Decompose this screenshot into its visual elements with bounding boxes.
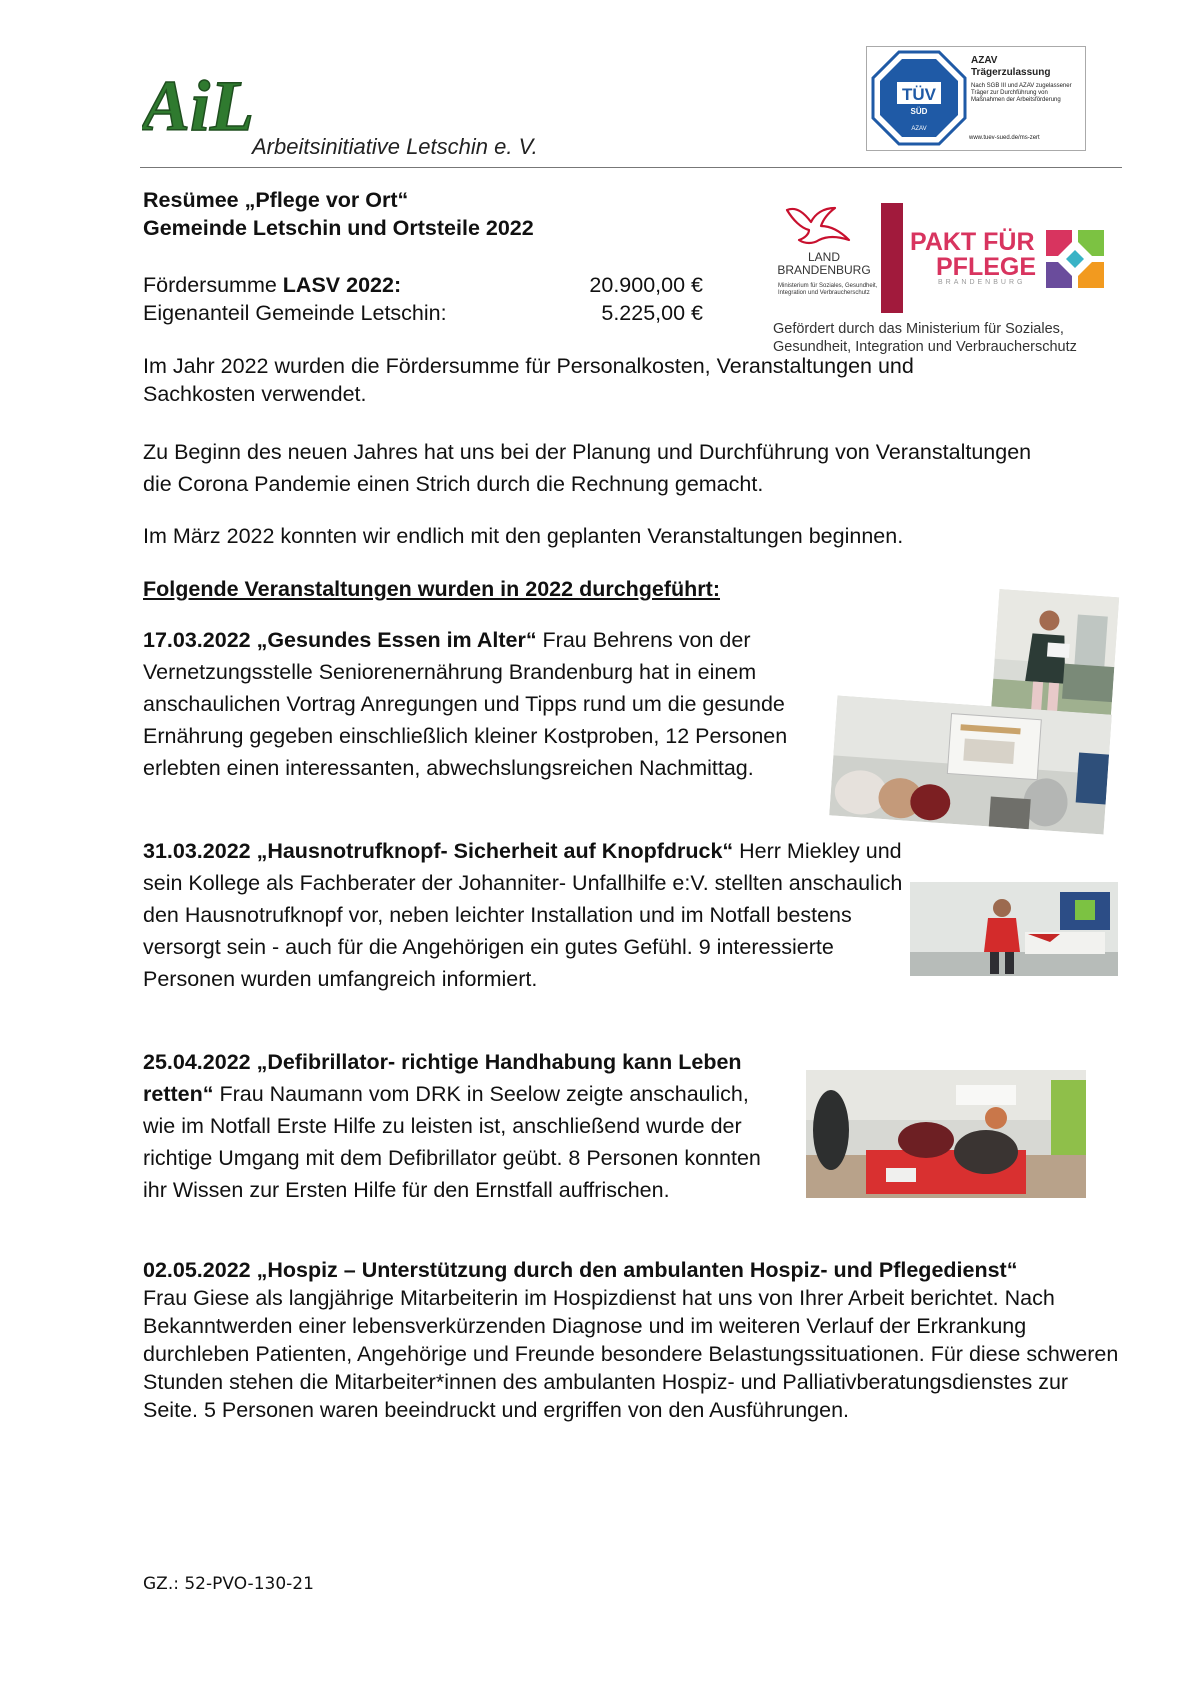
- event-title: 25.04.2022 „Defibrillator- richtige Handhabung kann Leben retten“: [143, 1050, 742, 1106]
- land-line2: BRANDENBURG: [777, 263, 871, 277]
- event-title: 02.05.2022 „Hospiz – Unterstützung durch den ambulanten Hospiz- und Pflegedienst“: [143, 1258, 1018, 1282]
- tuv-badge-label: AZAV: [911, 126, 927, 132]
- funding-label-bold: LASV 2022:: [282, 273, 402, 297]
- funding-value-lasv: 20.900,00 €: [589, 273, 703, 297]
- pakt-red-bar: [881, 203, 903, 313]
- funding-label-plain: Fördersumme: [143, 273, 283, 297]
- paragraph-corona: Zu Beginn des neuen Jahres hat uns bei der Planung und Durchführung von Veranstaltungen die Corona Pandemie einen Strich durch die Rechnung gemacht.: [143, 440, 1032, 496]
- funded-by-note: Gefördert durch das Ministerium für Soziales, Gesundheit, Integration und Verbraucherschutz: [773, 321, 1077, 355]
- tuv-badge-bottom: SÜD: [910, 107, 928, 116]
- ail-logo: [142, 68, 262, 153]
- funding-value-eigenanteil: 5.225,00 €: [601, 301, 703, 325]
- event-hospiz: [143, 1256, 1123, 1424]
- logo-letters: AiL: [142, 68, 255, 146]
- tuv-title-2: Trägerzulassung: [971, 67, 1051, 78]
- tuv-url: www.tuev-sued.de/ms-zert: [969, 135, 1040, 141]
- land-brandenburg: [776, 251, 872, 277]
- brandenburg-eagle-icon: [783, 204, 853, 254]
- event-title: 17.03.2022 „Gesundes Essen im Alter“: [143, 628, 537, 652]
- tuv-title-1: AZAV: [971, 55, 998, 66]
- header-divider: [140, 167, 1122, 168]
- ministry-name: Ministerium für Soziales, Gesundheit, Integration und Verbraucherschutz: [778, 283, 878, 296]
- pakt-cross-icon: [1046, 230, 1104, 288]
- land-line1: LAND: [807, 250, 840, 264]
- photo-presentation: [829, 696, 1112, 835]
- event-text: Frau Naumann vom DRK in Seelow zeigte anschaulich, wie im Notfall Erste Hilfe zu leisten ist, anschließend wurde der richtige Umgang mit dem Defibrillator geübt. 8 Personen konnten ihr Wissen zur Ersten Hilfe für den Ernstfall auffrischen.: [143, 1082, 761, 1202]
- tuv-badge-top: TÜV: [902, 85, 936, 104]
- funding-table: [143, 271, 703, 327]
- event-defibrillator: [143, 1046, 763, 1206]
- event-title: 31.03.2022 „Hausnotrufknopf- Sicherheit auf Knopfdruck“: [143, 839, 734, 863]
- paragraph-usage: Im Jahr 2022 wurden die Fördersumme für Personalkosten, Veranstaltungen und Sachkosten verwendet.: [143, 354, 914, 406]
- photo-hausnotruf: [910, 882, 1118, 976]
- event-gesundes-essen: [143, 624, 863, 784]
- pakt-sub: BRANDENBURG: [938, 279, 1026, 286]
- photo-defibrillator: [806, 1070, 1086, 1198]
- funding-row-eigenanteil: [143, 299, 703, 327]
- pakt-fuer-pflege-logo: [910, 230, 1036, 280]
- funding-row-lasv: [143, 271, 703, 299]
- document-title: [143, 186, 534, 242]
- funding-label-lasv: [143, 271, 401, 299]
- org-name: Arbeitsinitiative Letschin e. V.: [252, 134, 538, 159]
- tuv-body: Nach SGB III und AZAV zugelassener Träger zur Durchführung von Maßnahmen der Arbeitsförderung: [971, 83, 1072, 103]
- event-text: Frau Behrens von der Vernetzungsstelle Seniorenernährung Brandenburg hat in einem anschaulichen Vortrag Anregungen und Tipps rund um die gesunde Ernährung gegeben einschließlich kleiner Kostproben, 12 Personen erlebten einen interessanten, abwechslungsreichen Nachmittag.: [143, 628, 788, 780]
- tuv-text: [971, 55, 1081, 104]
- pakt-line1: PAKT FÜR: [910, 228, 1035, 256]
- tuv-badge-icon: [871, 50, 967, 146]
- event-text: Herr Miekley und sein Kollege als Fachberater der Johanniter- Unfallhilfe e:V. stellten anschaulich den Hausnotrufknopf vor, neben leichter Installation und im Notfall bestens versorgt sein - auch für die Angehörigen ein gutes Gefühl. 9 interessierte Personen wurden umfangreich informiert.: [143, 839, 903, 991]
- funding-label-eigenanteil: Eigenanteil Gemeinde Letschin:: [143, 301, 447, 325]
- title-line2: Gemeinde Letschin und Ortsteile 2022: [143, 216, 534, 240]
- title-line1: Resümee „Pflege vor Ort“: [143, 188, 409, 212]
- tuv-certificate: [866, 46, 1086, 151]
- pakt-line2: PFLEGE: [936, 253, 1037, 281]
- photo-speaker: [991, 589, 1119, 722]
- paragraph-march: Im März 2022 konnten wir endlich mit den geplanten Veranstaltungen beginnen.: [143, 524, 904, 548]
- events-heading: Folgende Veranstaltungen wurden in 2022 durchgeführt:: [143, 577, 720, 601]
- event-text: Frau Giese als langjährige Mitarbeiterin im Hospizdienst hat uns von Ihrer Arbeit berichtet. Nach Bekanntwerden einer lebensverkürzenden Diagnose und im weiteren Verlauf der Erkrankung durchleben Patienten, Angehörige und Freunde besondere Belastungssituationen. Für diese schweren Stunden stehen die Mitarbeiter*innen des ambulanten Hospiz- und Palliativberatungsdienstes zur Seite. 5 Personen waren beeindruckt und ergriffen von den Ausführungen.: [143, 1286, 1119, 1422]
- reference-number: GZ.: 52-PVO-130-21: [143, 1574, 314, 1594]
- event-hausnotruf: [143, 835, 903, 995]
